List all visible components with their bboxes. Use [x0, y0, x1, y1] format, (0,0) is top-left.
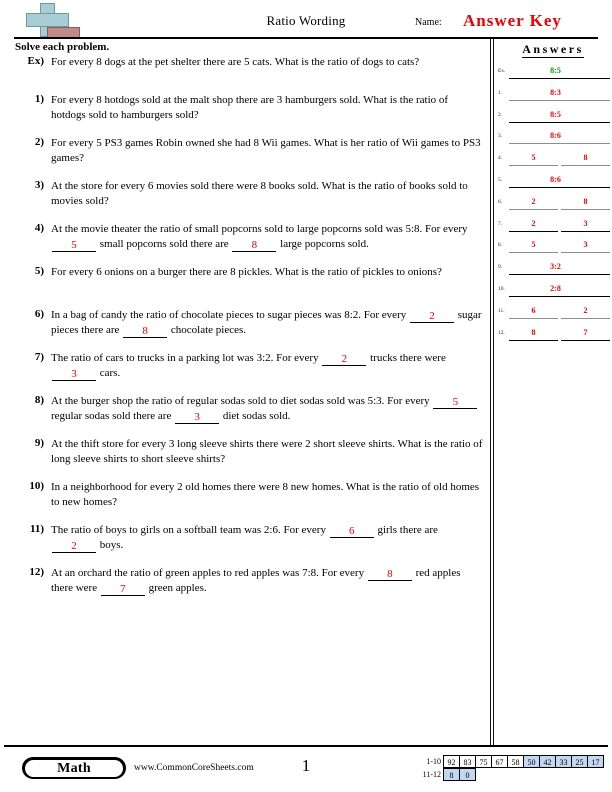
- problem-number: 5): [34, 265, 44, 277]
- answer-value: 8:6: [550, 175, 561, 184]
- problem-text: [51, 222, 484, 252]
- answer-lines: [509, 322, 610, 344]
- answer-blank-line[interactable]: [509, 149, 558, 166]
- answer-row-number: 10.: [498, 286, 505, 292]
- answer-blank-field[interactable]: 3: [52, 368, 96, 381]
- page-number: 1: [301, 756, 311, 775]
- grading-scale-row: [409, 768, 604, 781]
- problem-text-run: regular sodas sold there are: [51, 410, 175, 422]
- answer-value: 8: [583, 196, 588, 206]
- answers-heading: [494, 42, 612, 57]
- grading-scale-cell: 67: [491, 755, 508, 768]
- page-header: [0, 0, 612, 40]
- answer-row-number: 4.: [498, 155, 503, 162]
- problem-text-run: For every 6 onions on a burger there are 8 pickles. What is the ratio of pickles to onions?: [51, 266, 442, 278]
- answer-value: 8: [531, 327, 536, 337]
- problem-text-run: girls there are: [374, 524, 438, 536]
- problem-text-run: At the burger shop the ratio of regular sodas sold to diet sodas sold was 5:3. For every: [51, 395, 433, 407]
- answer-lines: [509, 234, 610, 256]
- problem-text-run: At the thift store for every 3 long sleeve shirts there were 2 short sleeve shirts. What is the ratio of long sleeve shirts to short sleeve shirts?: [51, 438, 483, 465]
- problem-text-run: large popcorns sold.: [277, 237, 369, 250]
- answer-blank-line[interactable]: [509, 106, 610, 123]
- grading-scale-cell: 92: [443, 755, 460, 768]
- answer-value: 5: [531, 240, 536, 250]
- problem-text: [51, 394, 484, 424]
- problem-text: [51, 437, 484, 466]
- answer-blank-field[interactable]: 8: [123, 325, 167, 338]
- problem-text-run: green apples.: [145, 582, 207, 594]
- problem-text-run: In a neighborhood for every 2 old homes there were 8 new homes. What is the ratio of old homes to new homes?: [51, 481, 480, 508]
- problem-text-run: diet sodas sold.: [220, 410, 291, 422]
- answer-blank-field[interactable]: 2: [322, 353, 366, 366]
- answer-lines: [509, 300, 610, 322]
- problem-number: 10): [29, 480, 44, 492]
- answer-blank-line[interactable]: [509, 324, 558, 341]
- problem-text: [51, 566, 484, 596]
- answer-lines: [509, 213, 610, 235]
- answer-value: 6: [531, 305, 536, 315]
- problem-text: [51, 93, 484, 122]
- problem-number: 3): [34, 179, 44, 191]
- answer-lines: [509, 169, 610, 191]
- answer-lines: [509, 191, 610, 213]
- answer-blank-line[interactable]: [509, 62, 610, 79]
- problem-text-run: For every 8 dogs at the pet shelter there are 5 cats. What is the ratio of dogs to cats?: [51, 56, 420, 68]
- answer-row-number: 1.: [498, 89, 503, 96]
- answer-value: 8:5: [550, 109, 561, 119]
- answer-lines: [509, 256, 610, 278]
- problem-number: 1): [34, 93, 44, 105]
- answer-row-number: 3.: [498, 133, 503, 140]
- site-url[interactable]: www.CommonCoreSheets.com: [134, 763, 254, 773]
- answer-blank-field[interactable]: 7: [101, 583, 145, 596]
- problem-text-run: For every 8 hotdogs sold at the malt shop there are 3 hamburgers sold. What is the ratio of hotdogs sold to hamburgers sold?: [51, 94, 449, 121]
- problem-number: Ex): [27, 55, 44, 67]
- answer-blank-field[interactable]: 2: [410, 310, 454, 323]
- answers-heading-text: Answers: [522, 42, 584, 56]
- answer-row: [498, 169, 610, 191]
- answer-value: 3: [583, 218, 588, 228]
- answer-row: [498, 147, 610, 169]
- answer-value: 2: [531, 218, 536, 228]
- answer-row-number: 11.: [498, 307, 505, 314]
- answer-lines: [509, 82, 610, 104]
- answer-row-number: Ex.: [498, 68, 506, 74]
- answer-lines: [509, 104, 610, 126]
- problem-text: [51, 351, 484, 381]
- problem-text-run: For every 5 PS3 games Robin owned she had 8 Wii games. What is her ratio of Wii games to PS3 games?: [51, 137, 481, 164]
- problem-number: 8): [34, 394, 44, 406]
- answer-lines: [509, 60, 610, 82]
- answer-row: [498, 82, 610, 104]
- problem-number: 7): [34, 351, 44, 363]
- answer-lines: [509, 278, 610, 300]
- problem-text-run: In a bag of candy the ratio of chocolate pieces to sugar pieces was 8:2. For every: [51, 309, 409, 321]
- answer-blank-line[interactable]: [561, 149, 610, 166]
- answer-row-number: 2.: [498, 111, 503, 118]
- grading-scale-cell: 17: [587, 755, 604, 768]
- problem-text-run: chocolate pieces.: [168, 324, 247, 336]
- problem-number: 12): [29, 566, 44, 578]
- answer-blank-line[interactable]: [561, 236, 610, 253]
- grading-scale-cell: 83: [459, 755, 476, 768]
- problem-text-run: small popcorns sold there are: [97, 237, 232, 250]
- name-label: Name:: [415, 17, 442, 28]
- answer-value: 8:5: [550, 66, 561, 75]
- answer-value: 8:6: [550, 131, 561, 141]
- answer-blank-field[interactable]: 5: [433, 396, 477, 409]
- answer-blank-field[interactable]: 6: [330, 525, 374, 538]
- answer-blank-line[interactable]: [509, 215, 558, 232]
- answer-row: [498, 278, 610, 300]
- problem-number: 6): [34, 308, 44, 320]
- problem-text-run: sugar pieces there are: [51, 309, 482, 336]
- answer-value: 8:3: [550, 87, 561, 97]
- answer-row: [498, 213, 610, 235]
- problem-text: [51, 179, 484, 208]
- answer-value: 2:8: [550, 284, 561, 293]
- problem-text-run: boys.: [97, 539, 124, 551]
- answer-row: [498, 322, 610, 344]
- answer-row: [498, 125, 610, 147]
- problem-text-run: The ratio of boys to girls on a softball team was 2:6. For every: [51, 524, 329, 536]
- grading-scale-cell: 58: [507, 755, 524, 768]
- answers-panel: [494, 38, 612, 738]
- answer-blank-line[interactable]: [561, 215, 610, 232]
- page-title: Ratio Wording: [266, 13, 346, 28]
- answer-row-number: 7.: [498, 220, 503, 227]
- subject-badge-label: Math: [25, 760, 123, 777]
- answer-value: 3: [583, 240, 588, 250]
- problem-text-run: trucks there were: [367, 352, 446, 364]
- answer-value: 8: [583, 153, 588, 163]
- problem-text: [51, 480, 484, 509]
- answer-lines: [509, 125, 610, 147]
- problem-text: [51, 55, 484, 70]
- problem-number: 9): [34, 437, 44, 449]
- answer-value: 5: [531, 153, 536, 163]
- answer-value: 2: [531, 196, 536, 206]
- answer-blank-line[interactable]: [509, 258, 610, 275]
- grading-scale-cell: 33: [555, 755, 572, 768]
- problem-text: [51, 523, 484, 553]
- answer-row: [498, 60, 610, 82]
- problem-number: 4): [34, 222, 44, 234]
- answer-row-number: 5.: [498, 177, 503, 183]
- problem-text-run: red apples there were: [51, 567, 461, 594]
- answer-blank-line[interactable]: [509, 280, 610, 297]
- answer-blank-field[interactable]: 3: [175, 411, 219, 424]
- answer-row: [498, 104, 610, 126]
- answer-blank-line[interactable]: [561, 302, 610, 319]
- answer-row: [498, 234, 610, 256]
- problem-text: [51, 308, 484, 338]
- answer-blank-field[interactable]: 2: [52, 540, 96, 553]
- answer-blank-line[interactable]: [561, 193, 610, 210]
- answer-blank-line[interactable]: [561, 324, 610, 341]
- grading-scale-cell: 75: [475, 755, 492, 768]
- answer-row: [498, 256, 610, 278]
- answer-row: [498, 300, 610, 322]
- answer-blank-field[interactable]: 8: [232, 239, 276, 252]
- answer-blank-line[interactable]: [509, 171, 610, 188]
- problem-number: 2): [34, 136, 44, 148]
- grading-scale-cell: 8: [443, 768, 460, 781]
- problem-text-run: The ratio of cars to trucks in a parking lot was 3:2. For every: [51, 352, 322, 364]
- grading-scale-cell: 42: [539, 755, 556, 768]
- answer-row-number: 12.: [498, 329, 505, 336]
- answer-row: [498, 191, 610, 213]
- answer-blank-line[interactable]: [509, 84, 610, 101]
- answer-value: 7: [583, 327, 588, 337]
- answer-blank-field[interactable]: 5: [52, 239, 96, 252]
- footer-divider: [4, 745, 608, 747]
- answer-value: 2: [583, 305, 588, 315]
- answer-row-number: 8.: [498, 242, 503, 249]
- answer-blank-line[interactable]: [509, 127, 610, 144]
- grading-scale-row-label: 1-10: [426, 757, 441, 766]
- problem-text-run: At the movie theater the ratio of small popcorns sold to large popcorns sold was 5:8. For every: [51, 223, 468, 235]
- grading-scale-row-label: 11-12: [422, 770, 441, 779]
- grading-scale-cell: 0: [459, 768, 476, 781]
- problem-text: [51, 136, 484, 165]
- problem-text-run: At an orchard the ratio of green apples to red apples was 7:8. For every: [51, 567, 367, 579]
- problem-text-run: At the store for every 6 movies sold there were 8 books sold. What is the ratio of books sold to movies sold?: [51, 180, 468, 207]
- problem-text: [51, 265, 484, 280]
- answer-blank-line[interactable]: [509, 236, 558, 253]
- answer-lines: [509, 147, 610, 169]
- answer-row-number: 9.: [498, 264, 503, 271]
- answer-blank-field[interactable]: 8: [368, 568, 412, 581]
- answer-blank-line[interactable]: [509, 193, 558, 210]
- grading-scale-row: [409, 755, 604, 768]
- grading-scale-cell: 25: [571, 755, 588, 768]
- grading-scale-table: [409, 755, 604, 781]
- grading-scale-cell: 50: [523, 755, 540, 768]
- answer-row-number: 6.: [498, 198, 503, 205]
- problem-number: 11): [29, 523, 44, 535]
- answer-blank-line[interactable]: [509, 302, 558, 319]
- instruction-text: Solve each problem.: [15, 41, 110, 53]
- answer-key-stamp: Answer Key: [463, 11, 562, 30]
- problem-text-run: cars.: [97, 367, 121, 379]
- answer-value: 3:2: [550, 262, 561, 272]
